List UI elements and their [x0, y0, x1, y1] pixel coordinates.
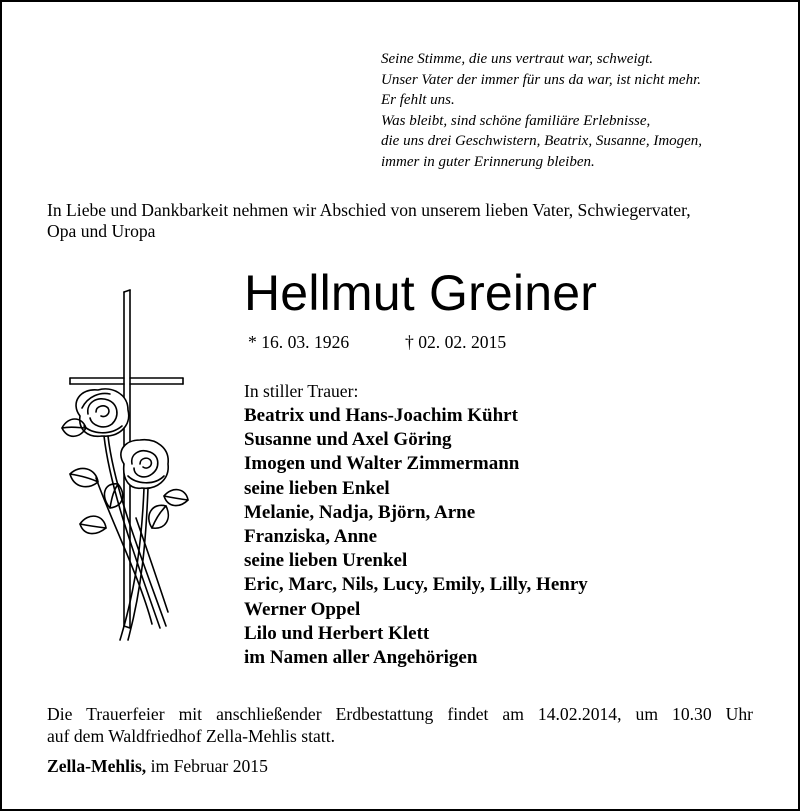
mourner-line: Eric, Marc, Nils, Lucy, Emily, Lilly, Henry [244, 574, 588, 596]
poem-line: immer in guter Erinnerung bleiben. [381, 153, 595, 170]
deceased-name: Hellmut Greiner [244, 265, 598, 321]
mourner-line: Franziska, Anne [244, 526, 378, 548]
poem-line: die uns drei Geschwistern, Beatrix, Susanne, Imogen, [381, 133, 703, 149]
mourners-list [244, 404, 588, 670]
farewell-intro [47, 200, 767, 242]
place-and-date [47, 755, 268, 777]
mourner-line: seine lieben Urenkel [244, 550, 408, 572]
mourning-label: In stiller Trauer: [244, 381, 359, 401]
funeral-line: Die Trauerfeier mit anschließender Erdbestattung findet am 14.02.2014, um 10.30 Uhr [47, 704, 753, 724]
mourner-line: Susanne und Axel Göring [244, 429, 452, 451]
funeral-line: auf dem Waldfriedhof Zella-Mehlis statt. [47, 726, 335, 746]
memorial-poem [381, 49, 781, 172]
mourner-line: Imogen und Walter Zimmermann [244, 453, 520, 475]
place-city: Zella-Mehlis, [47, 756, 147, 776]
mourner-line: Werner Oppel [244, 598, 361, 620]
poem-line: Was bleibt, sind schöne familiäre Erlebnisse, [381, 112, 651, 129]
poem-line: Er fehlt uns. [381, 92, 455, 108]
mourner-line: seine lieben Enkel [244, 477, 390, 499]
cross-with-roses-icon [40, 288, 200, 648]
death-date: † 02. 02. 2015 [405, 332, 507, 352]
intro-line: Opa und Uropa [47, 221, 156, 241]
birth-date: * 16. 03. 1926 [248, 332, 350, 352]
mourner-line: Melanie, Nadja, Björn, Arne [244, 501, 476, 523]
mourner-line: im Namen aller Angehörigen [244, 647, 478, 669]
funeral-details [47, 703, 753, 747]
intro-line: In Liebe und Dankbarkeit nehmen wir Abschied von unserem lieben Vater, Schwiegervater, [47, 200, 691, 220]
poem-line: Seine Stimme, die uns vertraut war, schweigt. [381, 51, 654, 67]
mourner-line: Lilo und Herbert Klett [244, 622, 430, 644]
mourner-line: Beatrix und Hans-Joachim Kührt [244, 405, 518, 426]
place-date: im Februar 2015 [150, 756, 268, 776]
poem-line: Unser Vater der immer für uns da war, ist nicht mehr. [381, 71, 702, 88]
